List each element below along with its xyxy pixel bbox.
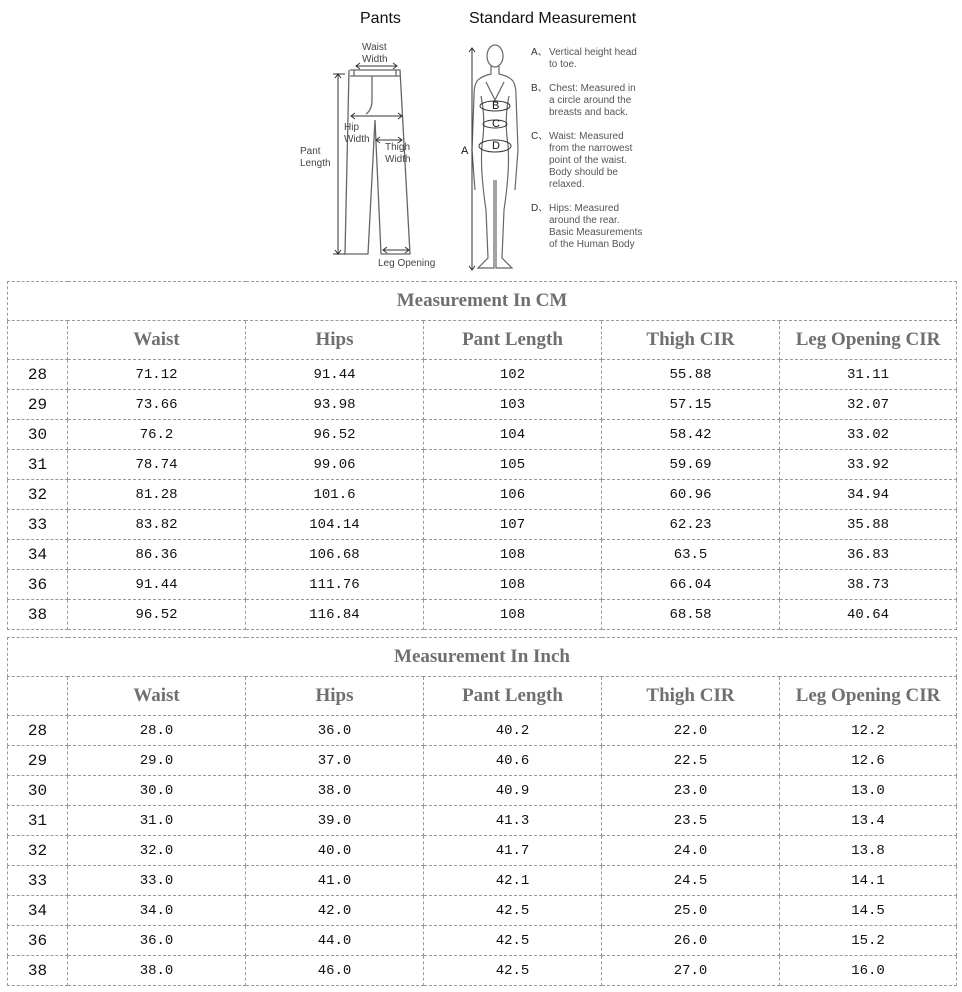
note-d: D、 Hips: Measured around the rear. Basic Measurements of the Human Body bbox=[531, 203, 643, 250]
table-row bbox=[8, 836, 957, 866]
col-header-pant-length: Pant Length bbox=[424, 321, 602, 360]
size-cell: 38 bbox=[8, 600, 68, 630]
col-header-hips: Hips bbox=[246, 321, 424, 360]
hip-width-label: Hip Width bbox=[344, 122, 370, 145]
value-cell: 44.0 bbox=[246, 926, 424, 956]
value-cell: 58.42 bbox=[602, 420, 780, 450]
table-row bbox=[8, 600, 957, 630]
size-cell: 31 bbox=[8, 806, 68, 836]
value-cell: 107 bbox=[424, 510, 602, 540]
value-cell: 42.5 bbox=[424, 896, 602, 926]
value-cell: 106 bbox=[424, 480, 602, 510]
body-letter-c: C bbox=[492, 118, 500, 130]
value-cell: 41.0 bbox=[246, 866, 424, 896]
size-cell: 33 bbox=[8, 510, 68, 540]
table-row bbox=[8, 806, 957, 836]
diagram-illustration bbox=[0, 0, 962, 280]
value-cell: 42.5 bbox=[424, 926, 602, 956]
value-cell: 36.83 bbox=[780, 540, 957, 570]
value-cell: 15.2 bbox=[780, 926, 957, 956]
value-cell: 59.69 bbox=[602, 450, 780, 480]
value-cell: 60.96 bbox=[602, 480, 780, 510]
value-cell: 14.1 bbox=[780, 866, 957, 896]
value-cell: 37.0 bbox=[246, 746, 424, 776]
value-cell: 83.82 bbox=[68, 510, 246, 540]
value-cell: 57.15 bbox=[602, 390, 780, 420]
table-row bbox=[8, 896, 957, 926]
value-cell: 23.0 bbox=[602, 776, 780, 806]
value-cell: 68.58 bbox=[602, 600, 780, 630]
value-cell: 63.5 bbox=[602, 540, 780, 570]
value-cell: 14.5 bbox=[780, 896, 957, 926]
size-cell: 29 bbox=[8, 746, 68, 776]
value-cell: 38.73 bbox=[780, 570, 957, 600]
standard-measurement-title: Standard Measurement bbox=[469, 10, 637, 27]
table-row bbox=[8, 420, 957, 450]
size-cell: 32 bbox=[8, 836, 68, 866]
col-header-leg-opening-cir: Leg Opening CIR bbox=[780, 321, 957, 360]
table-row bbox=[8, 540, 957, 570]
size-header-cell bbox=[8, 677, 68, 716]
value-cell: 16.0 bbox=[780, 956, 957, 986]
value-cell: 22.5 bbox=[602, 746, 780, 776]
value-cell: 34.94 bbox=[780, 480, 957, 510]
value-cell: 35.88 bbox=[780, 510, 957, 540]
value-cell: 116.84 bbox=[246, 600, 424, 630]
value-cell: 36.0 bbox=[246, 716, 424, 746]
table-row bbox=[8, 510, 957, 540]
value-cell: 25.0 bbox=[602, 896, 780, 926]
value-cell: 13.4 bbox=[780, 806, 957, 836]
size-cell: 34 bbox=[8, 540, 68, 570]
value-cell: 55.88 bbox=[602, 360, 780, 390]
leg-opening-label: Leg Opening bbox=[378, 258, 436, 269]
value-cell: 38.0 bbox=[246, 776, 424, 806]
value-cell: 26.0 bbox=[602, 926, 780, 956]
value-cell: 29.0 bbox=[68, 746, 246, 776]
value-cell: 34.0 bbox=[68, 896, 246, 926]
value-cell: 13.8 bbox=[780, 836, 957, 866]
value-cell: 12.2 bbox=[780, 716, 957, 746]
table-row bbox=[8, 716, 957, 746]
value-cell: 40.9 bbox=[424, 776, 602, 806]
value-cell: 32.07 bbox=[780, 390, 957, 420]
body-drawing bbox=[472, 45, 518, 268]
value-cell: 40.6 bbox=[424, 746, 602, 776]
value-cell: 33.02 bbox=[780, 420, 957, 450]
value-cell: 106.68 bbox=[246, 540, 424, 570]
body-letter-b: B bbox=[492, 100, 500, 112]
value-cell: 62.23 bbox=[602, 510, 780, 540]
value-cell: 41.7 bbox=[424, 836, 602, 866]
value-cell: 31.11 bbox=[780, 360, 957, 390]
col-header-thigh-cir: Thigh CIR bbox=[602, 321, 780, 360]
col-header-leg-opening-cir: Leg Opening CIR bbox=[780, 677, 957, 716]
inch-size-table bbox=[7, 637, 957, 986]
value-cell: 96.52 bbox=[246, 420, 424, 450]
value-cell: 33.92 bbox=[780, 450, 957, 480]
value-cell: 102 bbox=[424, 360, 602, 390]
note-b: B、 Chest: Measured in a circle around the breasts and back. bbox=[531, 83, 636, 118]
value-cell: 39.0 bbox=[246, 806, 424, 836]
size-cell: 32 bbox=[8, 480, 68, 510]
col-header-hips: Hips bbox=[246, 677, 424, 716]
value-cell: 33.0 bbox=[68, 866, 246, 896]
value-cell: 23.5 bbox=[602, 806, 780, 836]
size-cell: 36 bbox=[8, 926, 68, 956]
table-row bbox=[8, 866, 957, 896]
value-cell: 86.36 bbox=[68, 540, 246, 570]
value-cell: 93.98 bbox=[246, 390, 424, 420]
size-cell: 30 bbox=[8, 420, 68, 450]
value-cell: 31.0 bbox=[68, 806, 246, 836]
size-cell: 31 bbox=[8, 450, 68, 480]
value-cell: 36.0 bbox=[68, 926, 246, 956]
value-cell: 78.74 bbox=[68, 450, 246, 480]
value-cell: 40.64 bbox=[780, 600, 957, 630]
value-cell: 13.0 bbox=[780, 776, 957, 806]
value-cell: 42.5 bbox=[424, 956, 602, 986]
value-cell: 40.2 bbox=[424, 716, 602, 746]
value-cell: 22.0 bbox=[602, 716, 780, 746]
table-row bbox=[8, 360, 957, 390]
size-cell: 28 bbox=[8, 716, 68, 746]
value-cell: 96.52 bbox=[68, 600, 246, 630]
table-row bbox=[8, 570, 957, 600]
value-cell: 108 bbox=[424, 600, 602, 630]
value-cell: 73.66 bbox=[68, 390, 246, 420]
col-header-waist: Waist bbox=[68, 677, 246, 716]
waist-width-label: Waist Width bbox=[362, 42, 388, 65]
col-header-waist: Waist bbox=[68, 321, 246, 360]
value-cell: 108 bbox=[424, 570, 602, 600]
value-cell: 99.06 bbox=[246, 450, 424, 480]
measurement-diagram bbox=[0, 0, 962, 280]
table-row bbox=[8, 956, 957, 986]
body-letter-d: D bbox=[492, 140, 500, 152]
pant-length-label: Pant Length bbox=[300, 146, 331, 169]
col-header-thigh-cir: Thigh CIR bbox=[602, 677, 780, 716]
inch-table-title: Measurement In Inch bbox=[8, 638, 957, 677]
body-letter-a: A bbox=[461, 145, 469, 157]
size-cell: 38 bbox=[8, 956, 68, 986]
value-cell: 24.0 bbox=[602, 836, 780, 866]
thigh-width-label: Thigh Width bbox=[385, 142, 411, 165]
value-cell: 104 bbox=[424, 420, 602, 450]
body-bands bbox=[469, 48, 511, 270]
cm-size-table bbox=[7, 281, 957, 630]
inch-header-row bbox=[8, 677, 957, 716]
col-header-pant-length: Pant Length bbox=[424, 677, 602, 716]
table-row bbox=[8, 390, 957, 420]
note-c: C、 Waist: Measured from the narrowest point of the waist. Body should be relaxed. bbox=[531, 131, 633, 190]
size-cell: 36 bbox=[8, 570, 68, 600]
value-cell: 104.14 bbox=[246, 510, 424, 540]
value-cell: 101.6 bbox=[246, 480, 424, 510]
value-cell: 12.6 bbox=[780, 746, 957, 776]
value-cell: 66.04 bbox=[602, 570, 780, 600]
size-cell: 30 bbox=[8, 776, 68, 806]
value-cell: 81.28 bbox=[68, 480, 246, 510]
value-cell: 40.0 bbox=[246, 836, 424, 866]
value-cell: 28.0 bbox=[68, 716, 246, 746]
value-cell: 46.0 bbox=[246, 956, 424, 986]
cm-table-title: Measurement In CM bbox=[8, 282, 957, 321]
value-cell: 76.2 bbox=[68, 420, 246, 450]
value-cell: 30.0 bbox=[68, 776, 246, 806]
value-cell: 108 bbox=[424, 540, 602, 570]
value-cell: 38.0 bbox=[68, 956, 246, 986]
value-cell: 103 bbox=[424, 390, 602, 420]
size-cell: 28 bbox=[8, 360, 68, 390]
value-cell: 27.0 bbox=[602, 956, 780, 986]
table-row bbox=[8, 480, 957, 510]
value-cell: 24.5 bbox=[602, 866, 780, 896]
size-cell: 29 bbox=[8, 390, 68, 420]
value-cell: 91.44 bbox=[246, 360, 424, 390]
value-cell: 42.0 bbox=[246, 896, 424, 926]
value-cell: 71.12 bbox=[68, 360, 246, 390]
table-row bbox=[8, 926, 957, 956]
value-cell: 105 bbox=[424, 450, 602, 480]
value-cell: 91.44 bbox=[68, 570, 246, 600]
cm-header-row bbox=[8, 321, 957, 360]
value-cell: 42.1 bbox=[424, 866, 602, 896]
value-cell: 32.0 bbox=[68, 836, 246, 866]
size-cell: 34 bbox=[8, 896, 68, 926]
table-row bbox=[8, 450, 957, 480]
value-cell: 41.3 bbox=[424, 806, 602, 836]
size-header-cell bbox=[8, 321, 68, 360]
size-cell: 33 bbox=[8, 866, 68, 896]
table-row bbox=[8, 776, 957, 806]
value-cell: 111.76 bbox=[246, 570, 424, 600]
table-row bbox=[8, 746, 957, 776]
pants-title: Pants bbox=[360, 10, 401, 27]
note-a: A、 Vertical height head to toe. bbox=[531, 47, 637, 70]
